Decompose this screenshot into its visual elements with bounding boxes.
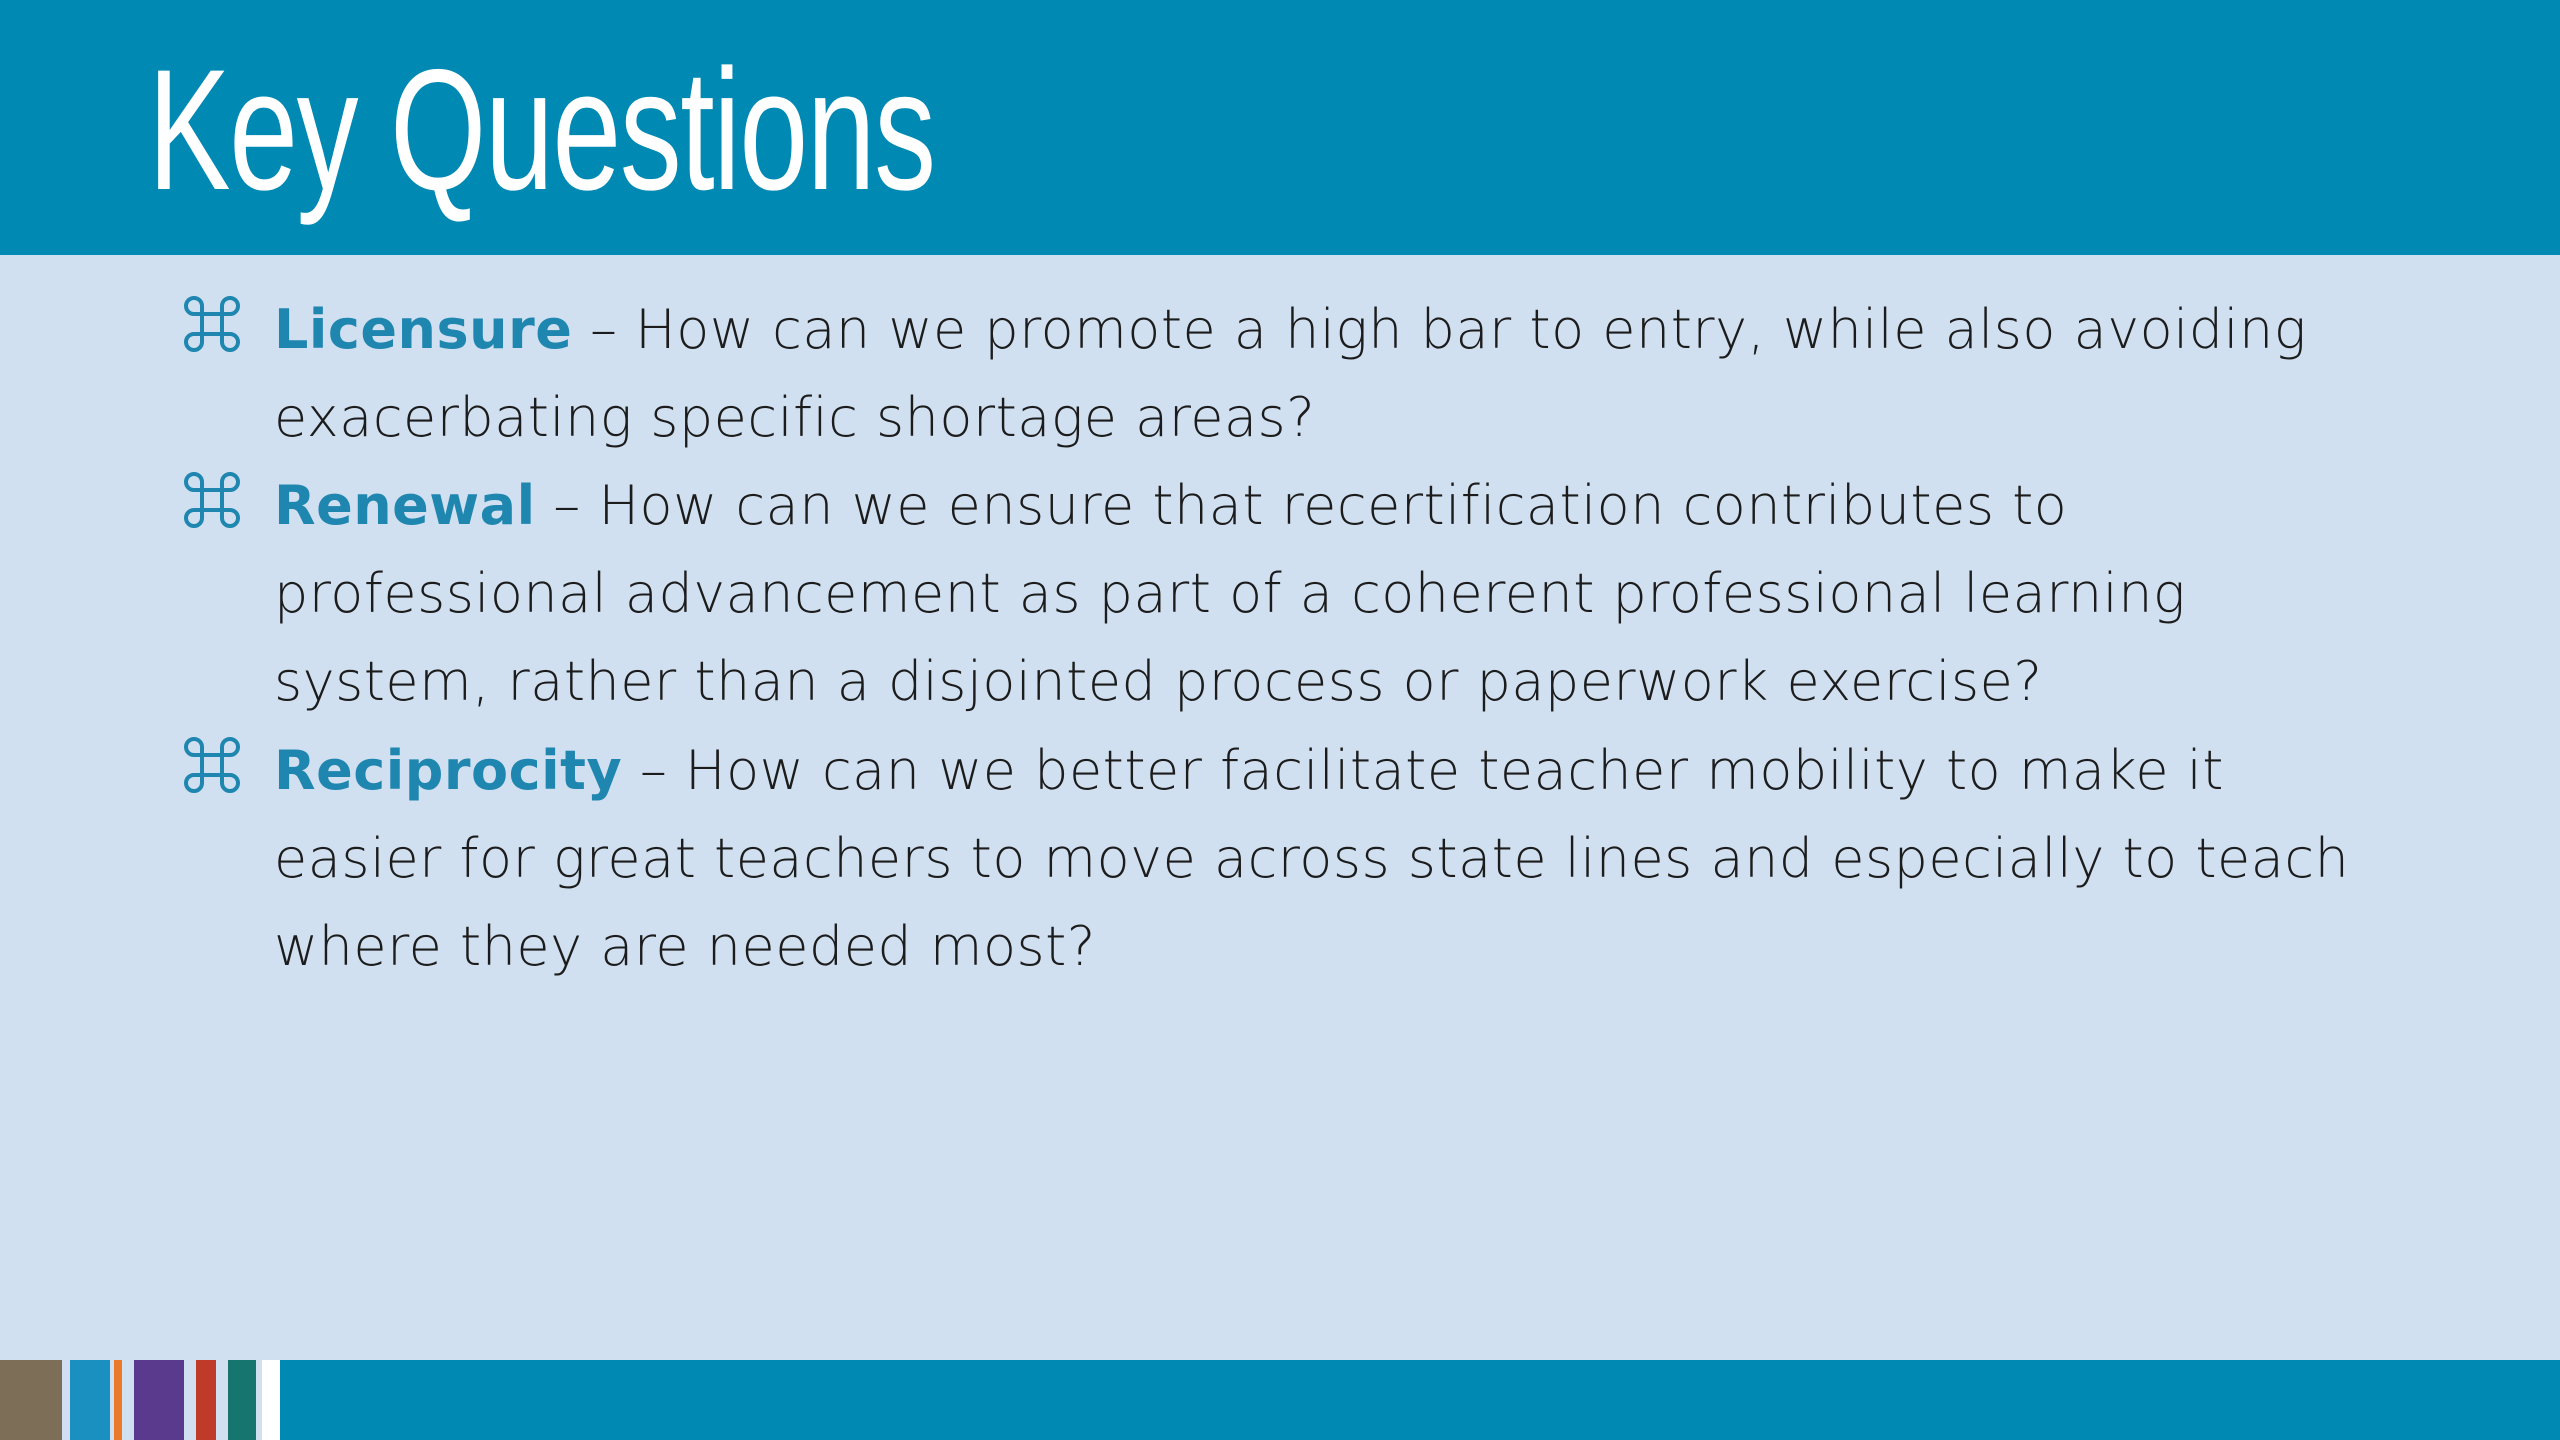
bullet-term: Reciprocity <box>274 739 623 802</box>
bullet-body: – How can we promote a high bar to entry, while also avoiding exacerbating specific shortage areas? <box>274 298 2307 449</box>
stripe-brown <box>0 1360 62 1440</box>
title-bar <box>0 0 2560 255</box>
stripe-blue <box>70 1360 110 1440</box>
bullet-term: Licensure <box>274 298 573 361</box>
stripe-red <box>196 1360 216 1440</box>
bullet-term: Renewal <box>274 474 536 537</box>
stripe-orange <box>114 1360 122 1440</box>
stripe-teal <box>228 1360 256 1440</box>
bullet-body: – How can we ensure that recertification contributes to professional advancement as part of a coherent professional learning system, rather than a disjointed process or paperwork exercise? <box>274 474 2186 713</box>
command-key-icon <box>180 292 244 356</box>
command-key-icon <box>180 468 244 532</box>
bullet-text <box>274 727 2354 991</box>
slide-title: Key Questions <box>148 34 935 226</box>
command-key-icon <box>180 733 244 797</box>
bullet-body: – How can we better facilitate teacher mobility to make it easier for great teachers to move across state lines and especially to teach where they are needed most? <box>274 739 2350 978</box>
footer-bar <box>0 1360 2560 1440</box>
bullet-text <box>274 462 2354 726</box>
stripe-white <box>262 1360 280 1440</box>
stripe-purple <box>134 1360 184 1440</box>
footer-color-stripes <box>0 1360 280 1440</box>
bullet-text <box>274 286 2354 462</box>
